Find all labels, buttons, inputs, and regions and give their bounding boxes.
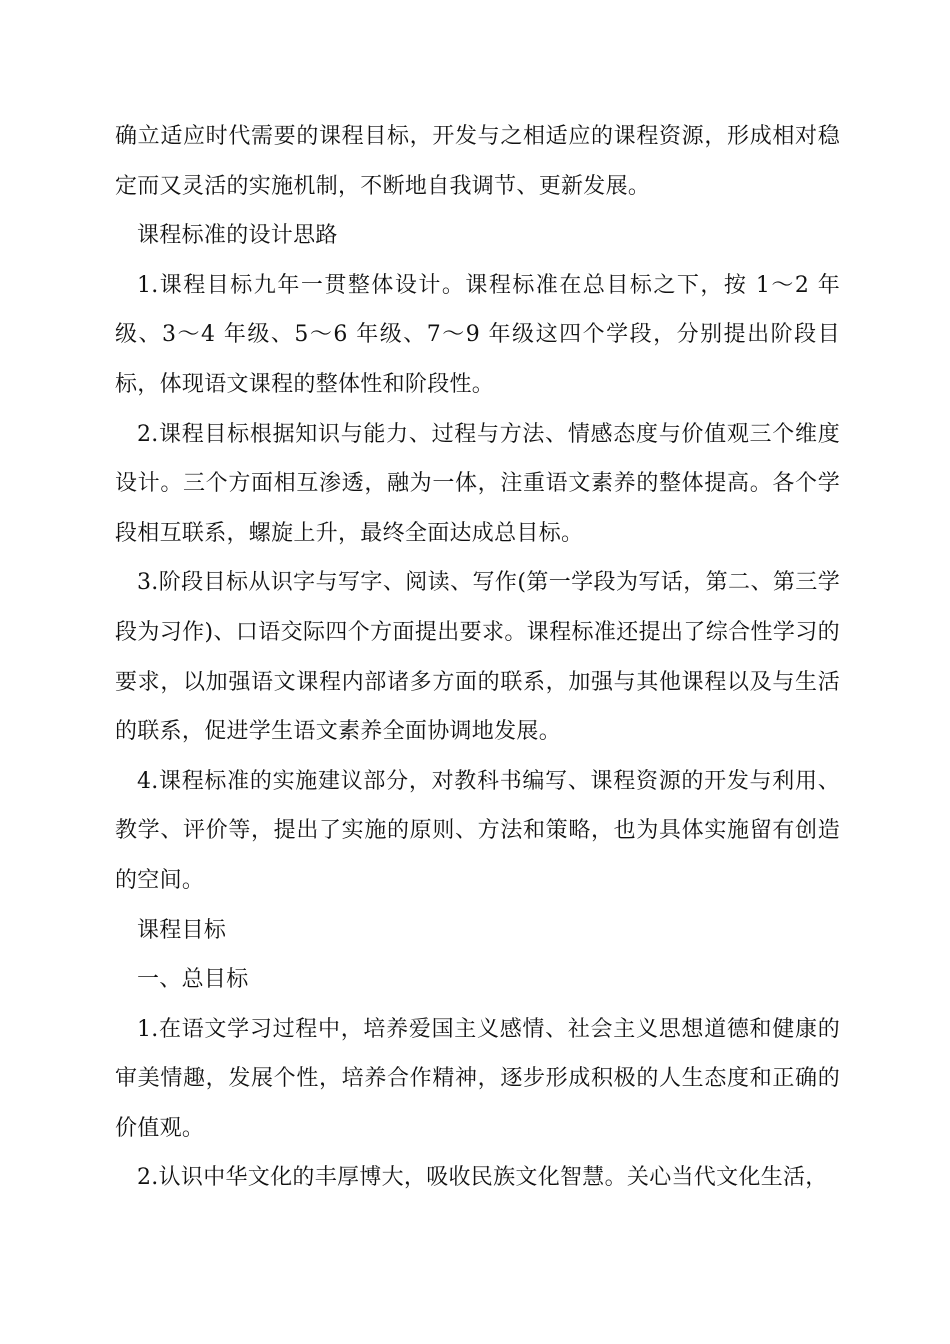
document-body xyxy=(115,112,840,1203)
paragraph-goal-2: 2.认识中华文化的丰厚博大，吸收民族文化智慧。关心当代文化生活， xyxy=(137,1165,828,1191)
subheading-general-goals: 一、总目标 xyxy=(137,967,249,993)
section-heading-design-ideas: 课程标准的设计思路 xyxy=(137,223,338,249)
paragraph-goal-1: 1.在语文学习过程中，培养爱国主义感情、社会主义思想道德和健康的审美情趣，发展个性，培养合作精神，逐步形成积极的人生态度和正确的价值观。 xyxy=(115,1016,840,1141)
section-heading-course-goals: 课程目标 xyxy=(137,917,227,943)
paragraph-item-3: 3.阶段目标从识字与写字、阅读、写作(第一学段为写话，第二、第三学段为习作)、口语交际四个方面提出要求。课程标准还提出了综合性学习的要求，以加强语文课程内部诸多方面的联系，加强与其他课程以及与生活的联系，促进学生语文素养全面协调地发展。 xyxy=(115,570,840,745)
paragraph-item-2: 2.课程目标根据知识与能力、过程与方法、情感态度与价值观三个维度设计。三个方面相互渗透，融为一体，注重语文素养的整体提高。各个学段相互联系，螺旋上升，最终全面达成总目标。 xyxy=(115,421,840,546)
paragraph-item-4: 4.课程标准的实施建议部分，对教科书编写、课程资源的开发与利用、教学、评价等，提出了实施的原则、方法和策略，也为具体实施留有创造的空间。 xyxy=(115,768,840,893)
paragraph-continuation: 确立适应时代需要的课程目标，开发与之相适应的课程资源，形成相对稳定而又灵活的实施机制，不断地自我调节、更新发展。 xyxy=(115,124,840,199)
paragraph-item-1: 1.课程目标九年一贯整体设计。课程标准在总目标之下，按 1～2 年级、3～4 年级、5～6 年级、7～9 年级这四个学段，分别提出阶段目标，体现语文课程的整体性和阶段性。 xyxy=(115,272,840,397)
